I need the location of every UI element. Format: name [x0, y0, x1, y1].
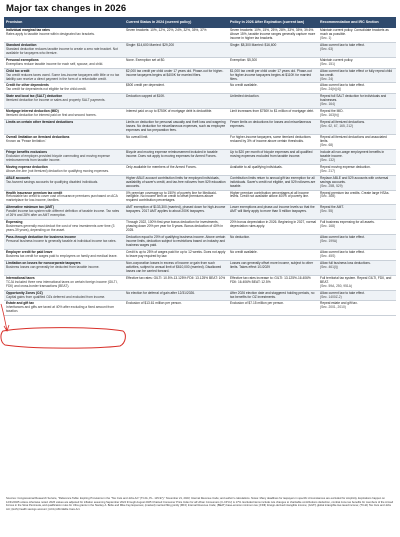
provision-cell [4, 135, 124, 150]
current-status-cell: None. Exemption set at $0. [124, 57, 228, 68]
policy-after-cell: Exclusion of $7.15 million per person. [228, 301, 318, 316]
current-status-cell: Through 2022, 100% first-year bonus deduction for investments, phasing down 20% per year for 5 years. Bonus deduction of 40% in 2025. [124, 220, 228, 235]
irc-section: (Sec. 151) [320, 61, 335, 66]
provision-description: Business losses can generally be deducted from taxable income. [6, 264, 100, 269]
provision-cell [4, 175, 124, 190]
provision-name: Alternative minimum tax (AMT) [6, 205, 54, 210]
provision-cell [4, 42, 124, 57]
recommendation-text: Repeal premium tax credits. Create large HSAs. [320, 190, 390, 195]
recommendation-cell [318, 28, 396, 42]
policy-after-cell: 20% bonus depreciation in 2026. Beginning in 2027, normal depreciation rules apply. [228, 220, 318, 235]
policy-after-cell: Losses can generally offset more income, subject to other limits. Takes effect 1/1/2029 [228, 260, 318, 275]
policy-after-cell: Unlimited deduction. [228, 94, 318, 109]
recommendation-text: Repeal all itemized deductions and associated limits. [320, 135, 387, 143]
header-recommendation: Recommendation and IRC Section [318, 17, 396, 28]
provision-description: Tax credit reduces taxes owed. Some low-income taxpayers with little or no tax liability can receive a direct payment in the form of a refundable credit. [6, 72, 120, 81]
provision-cell [4, 149, 124, 164]
provision-description: Refundable tax credit to cover cost of insurance premiums purchased on ACA marketplace for low-income, families. [6, 194, 118, 203]
provision-name: ABLE accounts [6, 175, 31, 180]
irc-section: (Sec. 1400Z-2) [320, 294, 342, 299]
current-status-cell: Seven brackets: 10%, 12%, 22%, 24%, 32%, 35%, 37% [124, 28, 228, 42]
provision-name: Mortgage interest deduction (MID) [6, 109, 59, 114]
current-status-cell: Limits on deduction for personal casualty and theft loss and wagering losses. No deduction for miscellaneous expenses, such as employee expenses and tax preparation fees. [124, 120, 228, 135]
provision-name: Limits on certain other itemized deductions [6, 120, 74, 125]
current-status-cell: AMT exemption of $133,300 (married), phased down for high-income taxpayers. 2017 AMT applies to about 200K taxpayers. [124, 205, 228, 220]
provision-name: Child tax credit [6, 68, 30, 73]
policy-after-cell: Higher premium contribution percentages at all income levels. Credit not available above 400% of poverty line. [228, 190, 318, 205]
table-row [4, 275, 396, 290]
provision-cell [4, 28, 124, 42]
table-row [4, 57, 396, 68]
current-status-cell: 0% premium coverage up to 150% of poverty line for Medicaid-ineligible. No income limit on credit to offset premiums above required contribution percentages. [124, 190, 228, 205]
recommendation-text: Allow full business loss deductions. [320, 260, 371, 265]
table-row [4, 94, 396, 109]
policy-after-cell: $1,000 tax credit per child under 17 years old. Phase-out for higher-income taxpayers begins at $110K for married filers. [228, 68, 318, 83]
recommendation-text: Full business expensing for all assets. [320, 220, 375, 225]
provision-cell [4, 57, 124, 68]
header-provision: Provision [4, 17, 124, 28]
recommendation-text: Repeal full SALT deduction for individuals and businesses. [320, 94, 387, 103]
recommendation-text: Allow current law to take effect. [320, 42, 365, 47]
recommendation-text: Repeal the MID. [320, 109, 344, 114]
recommendation-cell [318, 94, 396, 109]
provision-description: Exemptions reduce taxable income for each self, spouse, and child. [6, 61, 104, 66]
provision-cell [4, 83, 124, 94]
policy-after-cell: Exemption: $5,300 [228, 57, 318, 68]
provision-name: Individual marginal tax rates [6, 28, 50, 32]
irc-section: (Sec. 55) [320, 209, 334, 214]
irc-section: (Sec. 164) [320, 102, 335, 107]
policy-after-cell: Fewer limits on deductions for losses and miscellaneous expenses. [228, 120, 318, 135]
policy-after-cell: Effective tax rates increase to: GILTI: 13.125%-16.406% FDII: 16.406% BEAT: 12.5% [228, 275, 318, 290]
provision-cell [4, 220, 124, 235]
highlight-oval [1, 328, 125, 349]
provision-description: Inheritances and gifts are taxed at 40% after excluding a fixed amount from taxation. [6, 305, 115, 314]
recommendation-cell [318, 68, 396, 83]
provision-description: TCJA included three new international taxes on certain foreign income (GILTI, FDII) and cross-border transactions (BEAT). [6, 279, 118, 288]
irc-section: (Sec. 461(l)) [320, 264, 338, 269]
provision-name: Estate and gift tax [6, 301, 34, 306]
provision-name: Moving expense deduction [6, 164, 48, 169]
provision-description: Exclusion of employer-provided bicycle commuting and moving expense reimbursements from taxable income. [6, 153, 110, 162]
provision-cell [4, 275, 124, 290]
table-row [4, 290, 396, 301]
irc-section: (Sec. 24) [320, 76, 334, 81]
provision-cell [4, 205, 124, 220]
irc-section: (Sec. 62, 67, 165, 212) [320, 124, 354, 129]
irc-section: (Sec. 217) [320, 168, 335, 173]
provision-name: Overall limitation on itemized deductions [6, 135, 70, 140]
irc-section: (Sec. 163(h)) [320, 113, 339, 118]
current-status-cell: Exclusion of $13.61 million per person. [124, 301, 228, 316]
current-status-cell: Only available for members of the Armed Forces. [124, 164, 228, 175]
recommendation-cell [318, 83, 396, 94]
recommendation-text: Repeal moving expense deduction. [320, 164, 371, 169]
provision-cell [4, 260, 124, 275]
policy-after-cell: Single: $8,300 Married: $16,600 [228, 42, 318, 57]
table-row [4, 220, 396, 235]
table-row [4, 149, 396, 164]
table-row [4, 190, 396, 205]
recommendation-text: Maintain current policy. [320, 57, 354, 62]
recommendation-cell [318, 175, 396, 190]
irc-section: (Sec. 36B) [320, 194, 336, 199]
policy-after-cell: Available to all qualifying individuals. [228, 164, 318, 175]
policy-after-cell: Seven brackets: 10%, 15%, 25%, 28%, 33%, 35%, 39.6%. Above 15%, taxable income ranges generally capture more income in higher tax brackets. [228, 28, 318, 42]
irc-section: (Sec. 68) [320, 142, 334, 147]
table-row [4, 249, 396, 260]
provision-name: Limitation on losses for noncorporate taxpayers [6, 260, 81, 265]
table-row [4, 109, 396, 120]
recommendation-cell [318, 275, 396, 290]
recommendation-text: Allow current law to take effect. [320, 290, 365, 295]
header-current-status: Current Status in 2024 (current policy) [124, 17, 228, 28]
recommendation-cell [318, 149, 396, 164]
recommendation-text: Allow current law to take effect. [320, 235, 365, 240]
recommendation-text: Maintain current policy. Consolidate brackets as much as possible. [320, 28, 389, 36]
irc-section: (Sec. 45S) [320, 253, 336, 258]
irc-section: (Sec. 132) [320, 157, 335, 162]
recommendation-text: Allow current law to take effect. [320, 83, 365, 88]
provision-description: Businesses generally must deduct the cost of new investments over time (3 years-39 years), depending on the asset. [6, 224, 115, 233]
recommendation-cell [318, 190, 396, 205]
provision-description: Standard deduction reduces taxable income to create a zero rate bracket. Not available for taxpayers who itemize. [6, 46, 118, 55]
policy-after-cell: Limit increases from $750K to $1 million of mortgage debt. [228, 109, 318, 120]
recommendation-cell [318, 109, 396, 120]
recommendation-cell [318, 205, 396, 220]
irc-section: (Sec. 199A) [320, 239, 338, 244]
table-row [4, 175, 396, 190]
policy-after-cell: No deduction. [228, 235, 318, 250]
provision-description: Above-the-line (not itemized) deduction for qualifying moving expenses. [6, 168, 109, 173]
provision-description: Tax-favored savings accounts for qualifying disabled individuals. [6, 179, 99, 184]
irc-section: (Sec. 24(h)(4)) [320, 87, 342, 92]
provision-description: Business tax credit for wages paid to employees on family and medical leave. [6, 253, 118, 258]
provision-name: Credit for other dependents [6, 83, 49, 88]
footnote: Sources: Congressional Research Service, "Reference Table: Expiring Provisions in the "Tax Cuts and Jobs Act" (TCJA, P.L. 115-97)," November 21, 2023; Internal Revenue Code; and author's calculations. Notes: Many deadlines for taxpayers in specific circumstances are excluded for simplicity. Expirations happen on 12/31/2025 unless otherwise noted. 2026 values are adjusted for inflation assuming September 2024 through August 2025 Chained Consumer Price Index for all Urban Consumers (C-CPI-U) is 17%. Excluded items include rule changes to charitable contributions deduction, combat zone tax benefits for members of the Armed Forces in the Sinai Peninsula, and qualification rules for Ultra grants in the Stanley A. Bolte and Mike Fay Expenses; (marked) married filing jointly (MFJ) Internal Revenue Code; (BEAT) base-erosion minimum tax; (FDII) foreign-derived intangible income; (GILTI) global intangible low-taxed income; (TCJA) Tax Cuts and Jobs Act; (HAS) health savings account; (ACA) Affordable Care Act. [6, 497, 394, 511]
provision-cell [4, 190, 124, 205]
provision-cell [4, 301, 124, 316]
tax-changes-table [4, 17, 396, 316]
recommendation-cell [318, 235, 396, 250]
provision-cell [4, 235, 124, 250]
table-row [4, 260, 396, 275]
policy-after-cell: No credit available. [228, 249, 318, 260]
recommendation-text: Repeal all itemized deductions. [320, 120, 365, 125]
provision-name: Opportunity Zones (OZ) [6, 290, 43, 295]
recommendation-text: Allow current law to take effect or fully repeal child tax credit. [320, 68, 393, 77]
provision-cell [4, 109, 124, 120]
recommendation-cell [318, 164, 396, 175]
provision-description: Known as 'Pease limitation.' [6, 138, 47, 143]
provision-cell [4, 120, 124, 135]
current-status-cell: Bicycle and moving expense reimbursement included in taxable income. Does not apply to moving expenses for Armed Forces. [124, 149, 228, 164]
table-row [4, 301, 396, 316]
irc-section: (Sec. 25B, 529) [320, 183, 343, 188]
current-status-cell: Non-corporation losses in excess of income or gain from such activities, subject to annual limit of $610,000 (married). Disallowed losses can be carried forward. [124, 260, 228, 275]
recommendation-cell [318, 42, 396, 57]
policy-after-cell: For higher-income taxpayers, some itemized deductions reduced by 3% of income above certain thresholds. [228, 135, 318, 150]
current-status-cell: Credit is up to 25% of wages paid for up to 12 weeks. Does not apply to leave pay required by law. [124, 249, 228, 260]
header-policy-after: Policy in 2026 After Expiration (current law) [228, 17, 318, 28]
provision-name: Employer credit for paid leave [6, 249, 53, 254]
provision-description: Tax credit for dependents not eligible for the child credit. [6, 87, 87, 92]
recommendation-cell [318, 57, 396, 68]
irc-section: (Sec. 59A, 250, 951A) [320, 283, 352, 288]
current-status-cell: Higher ABLE account contribution limits for employed individuals, availability of saver's credit, and tax-free rollovers from 529 education accounts. [124, 175, 228, 190]
current-status-cell: No overall limit. [124, 135, 228, 150]
current-status-cell: Single: $14,600 Married: $29,200 [124, 42, 228, 57]
provision-description: Personal business income is generally taxable at individual income tax rates. [6, 239, 117, 244]
policy-after-cell: Up to $20 per month of bicycle expenses and all qualified moving expenses excluded from taxable income. [228, 149, 318, 164]
provision-name: Pass-through deduction for business income [6, 235, 76, 240]
recommendation-cell [318, 301, 396, 316]
provision-description: Capital gains from qualified OZs deferred and excluded from income. [6, 294, 106, 299]
recommendation-text: Replace ABLE and 529 accounts with universal savings accounts. [320, 175, 389, 184]
policy-after-cell: Contribution limits return to annual gift tax exemption for all individuals. Saver's credit not eligible, and 529 rollovers are taxable. [228, 175, 318, 190]
recommendation-cell [318, 120, 396, 135]
table-row [4, 68, 396, 83]
recommendation-cell [318, 135, 396, 150]
provision-cell [4, 68, 124, 83]
provision-description: Rates apply to taxable income within designated tax brackets. [6, 31, 95, 36]
table-row [4, 83, 396, 94]
current-status-cell: $500 credit per dependent. [124, 83, 228, 94]
table-row [4, 164, 396, 175]
recommendation-cell [318, 290, 396, 301]
provision-description: Parallel income tax system with different definition of taxable income. Tax rates of 26% and 28% after an AMT exemption. [6, 209, 120, 218]
policy-after-cell: No credit available. [228, 83, 318, 94]
provision-cell [4, 249, 124, 260]
policy-after-cell: After 2026 election date and staggered holding periods, no tax benefits for OZ investments. [228, 290, 318, 301]
recommendation-text: Repeal the AMT. [320, 205, 344, 210]
current-status-cell: Deduction equal to 20% of qualifying business income. Above certain income limits, deduction subject to restrictions based on industry and business wages paid. [124, 235, 228, 250]
provision-description: Itemized deduction for interest paid on first and second homes. [6, 113, 97, 118]
current-status-cell: Interest paid on up to $750K of mortgage debt is deductible. [124, 109, 228, 120]
current-status-cell: Effective tax rates: GILTI: 10.5%-13.125% FDII: 13.125% BEAT: 10% [124, 275, 228, 290]
current-status-cell: $2,000 tax credit per child under 17 years old. Phase-out for higher-income taxpayers begins at $400K for married filers. [124, 68, 228, 83]
provision-name: Expensing [6, 220, 23, 225]
recommendation-cell [318, 220, 396, 235]
recommendation-cell [318, 249, 396, 260]
provision-cell [4, 164, 124, 175]
provision-description: Itemized deduction for income or sales and property SALT payments. [6, 98, 106, 103]
irc-section: (Sec. 2001, 2010) [320, 305, 346, 310]
irc-section: (Sec. 63) [320, 46, 334, 51]
provision-cell [4, 94, 124, 109]
table-row [4, 120, 396, 135]
recommendation-text: Repeal estate and gift tax. [320, 301, 358, 306]
table-row [4, 42, 396, 57]
provision-name: Health insurance premium tax credit [6, 190, 63, 195]
provision-name: State and local tax (SALT) deduction [6, 94, 63, 99]
table-row [4, 135, 396, 150]
provision-cell [4, 290, 124, 301]
table-header-row [4, 17, 396, 28]
irc-section: (Sec. 1) [320, 35, 332, 40]
policy-after-cell: Lower exemptions and phase-out income levels so that the AMT will likely apply to more than 5 million taxpayers. [228, 205, 318, 220]
provision-name: Standard deduction [6, 42, 37, 47]
current-status-cell: Deduction capped at $10K. [124, 94, 228, 109]
table-row [4, 28, 396, 42]
provision-name: Personal exemptions [6, 57, 39, 62]
irc-section: (Sec. 168) [320, 224, 335, 229]
recommendation-cell [318, 260, 396, 275]
recommendation-text: Include all non-wage employment benefits in taxable income. [320, 149, 385, 158]
page-title: Major tax changes in 2026 [6, 3, 127, 14]
current-status-cell: No election for deferral of gain after 12/31/2026. [124, 290, 228, 301]
table-row [4, 205, 396, 220]
recommendation-text: Full territorial tax system. Repeal GILTI, FDII, and BEAT. [320, 275, 392, 284]
table-row [4, 235, 396, 250]
provision-name: Fringe benefits exclusions [6, 149, 47, 154]
recommendation-text: Allow current law to take effect. [320, 249, 365, 254]
provision-name: International taxes [6, 275, 35, 280]
